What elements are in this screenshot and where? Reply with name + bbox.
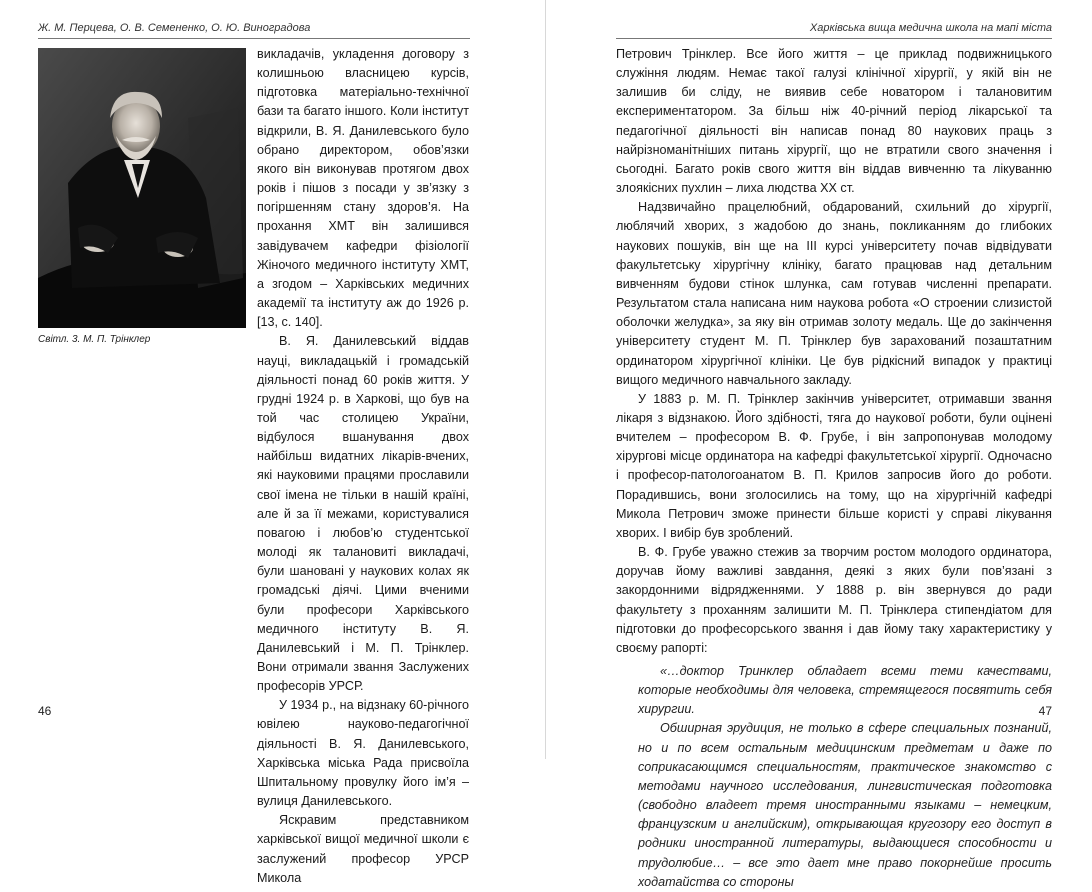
paragraph: Петрович Трінклер. Все його життя – це приклад подвижницького служіння людям. Немає такої галузі клінічної хірургії, у якій він не залишив би сліду, не виявив себе новатором і талановитим експериментатором. За більш ніж 40-річний період лікарської та педагогічної діяльності він написав понад 80 наукових праць з найрізноманітніших питань хірургії, що не втратили свого значення і сьогодні. Багато років свого життя він віддав вивченню та лікуванню злоякісних пухлин – лиха людства XX ст.: [616, 47, 1052, 196]
left-page: [0, 0, 546, 885]
paragraph: Яскравим представником харківської вищої медичної школи є заслужений професор УРСР Микола: [257, 813, 469, 885]
portrait-illustration: [38, 48, 246, 328]
page-number: 47: [1038, 704, 1052, 718]
paragraph: У 1934 р., на відзнаку 60-річного ювілею науково-педагогічної діяльності В. Я. Данилевського, Харківська міська Рада присвоїла Шпитальному провулку його ім’я – вулиця Данилевського.: [257, 698, 469, 809]
running-head-title: Харківська вища медична школа на мапі міста: [616, 22, 1052, 39]
photo-caption: Світл. 3. М. П. Трінклер: [38, 334, 151, 345]
paragraph: В. Ф. Грубе уважно стежив за творчим ростом молодого ординатора, доручав йому важливі завдання, деякі з яких були пов’язані з закордонними відрядженнями. У 1888 р. він звернувся до ради факультету з проханням залишити М. П. Трінклера стипендіатом для підготовки до професорського звання і дав йому таку характеристику у своєму рапорті:: [616, 545, 1052, 655]
right-text-column: [616, 45, 1052, 892]
paragraph: У 1883 р. М. П. Трінклер закінчив університет, отримавши звання лікаря з відзнакою. Його здібності, тяга до наукової роботи, були оцінені вчителем – професором В. Ф. Грубе, і він запропонував молодому хірургові місце ординатора на кафедрі факультетської хірургії. Одночасно і професор-патологоанатом В. П. Крилов запросив його до роботи. Порадившись, вони зголосились на тому, що на хірургічній кафедрі Микола Петрович зможе принести більше користі у справі лікування хворих. І вибір був зроблений.: [616, 391, 1052, 540]
quote-paragraph: «…доктор Тринклер обладает всеми теми качествами, которые необходимы для человека, стремящегося посвятить себя хирургии.: [638, 664, 1052, 717]
paragraph: викладачів, укладення договору з колишньою власницею курсів, підготовка матеріально-технічної бази та багато іншого. Коли інститут відкрили, В. Я. Данилевського було обрано директором, обов’язки якого він виконував протягом двох років і пішов з посади у зв’язку з погіршенням стану здоров’я. На прохання ХМТ він залишився завідувачем кафедри фізіології Жіночого медичного інституту ХМТ, а згодом – Харківських медичних академії та інституту аж до 1926 р. [13, с. 140].: [257, 47, 469, 330]
paragraph: В. Я. Данилевський віддав науці, викладацькій і громадській діяльності понад 60 років життя. У грудні 1924 р. в Харкові, що був на той час столицею України, відбулося вшанування двох найбільш видатних лікарів-вчених, які науковими працями прославили свої імена не тільки в нашій країні, але й за її межами, користувалися повагою і любов’ю студентської молоді як талановиті викладачі, були шановані у наукових колах як громадські діячі. Цими вченими були професори Харківського медичного інституту В. Я. Данилевський і М. П. Трінклер. Вони отримали звання Заслужених професорів УРСР.: [257, 334, 469, 694]
paragraph: Надзвичайно працелюбний, обдарований, схильний до хірургії, люблячий хворих, з жадобою до знань, покликанням до глибоких наукових пошуків, він ще на III курсі університету почав відвідувати факультетську хірургічну клініку, багато працював над детальним вивченням будови стінок шлунка, сам готував численні препарати. Результатом стала написана ним наукова робота «О строении слизистой оболочки желудка», за яку він отримав золоту медаль. Ще до закінчення університету студент М. П. Трінклер був зарахований позаштатним ординатором хірургічної клініки. Це був рідкісний випадок у практиці вищого медичного навчального закладу.: [616, 200, 1052, 387]
left-text-column: [257, 45, 469, 888]
right-page: [546, 0, 1092, 889]
page-number: 46: [38, 704, 52, 718]
running-head-authors: Ж. М. Перцева, О. В. Семененко, О. Ю. Виноградова: [38, 22, 470, 39]
portrait-photo: [38, 48, 246, 328]
quote-paragraph: Обширная эрудиция, не только в сфере специальных познаний, но и по всем остальным медицинским предметам и даже по соприкасающимся специальностям, практическое знакомство с методами научного исследования, лингвистическая подготовка (свободно владеет тремя иностранными языками – немецким, французским и английским), открывающая кругозору его доступ в родники иностранной литературы, выдающиеся способности и трудолюбие… – все это дает мне право покорнейше просить ходатайства со стороны: [638, 721, 1052, 889]
